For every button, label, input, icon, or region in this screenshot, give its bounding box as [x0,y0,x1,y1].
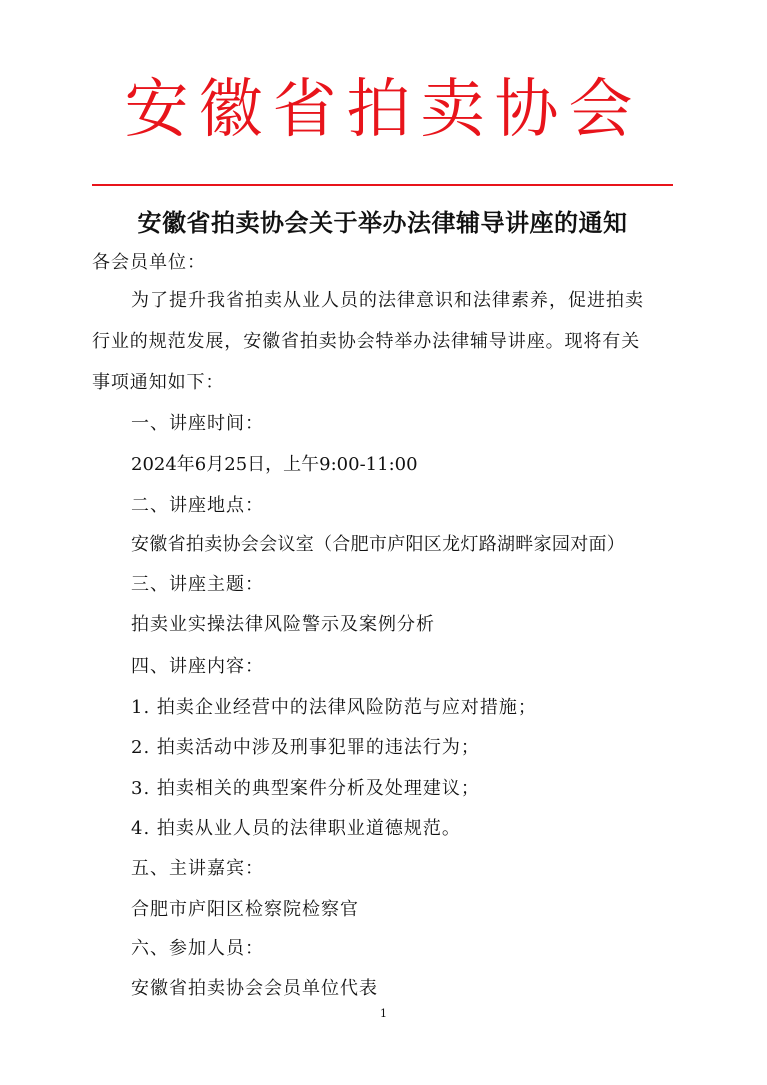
page-number: 1 [380,1007,387,1020]
topic-value: 拍卖业实操法律风险警示及案例分析 [131,614,435,635]
notice-title: 安徽省拍卖协会关于举办法律辅导讲座的通知 [137,208,628,237]
topic-heading: 三、讲座主题： [131,574,264,595]
speaker-value: 合肥市庐阳区检察院检察官 [131,899,359,920]
time-heading: 一、讲座时间： [131,413,264,434]
time-value: 2024年6月25日，上午9:00-11:00 [131,454,418,475]
content-item-3: 3. 拍卖相关的典型案件分析及处理建议； [131,778,480,799]
content-item-1: 1. 拍卖企业经营中的法律风险防范与应对措施； [131,697,537,718]
attendees-heading: 六、参加人员： [131,938,264,959]
org-letterhead: 安徽省拍卖协会 [124,73,643,147]
intro-line-2: 行业的规范发展，安徽省拍卖协会特举办法律辅导讲座。现将有关 [92,331,641,352]
content-heading: 四、讲座内容： [131,656,264,677]
salutation: 各会员单位： [92,252,206,273]
intro-line-3: 事项通知如下： [92,372,225,393]
letterhead-divider [92,184,673,186]
content-item-2: 2. 拍卖活动中涉及刑事犯罪的违法行为； [131,737,480,758]
location-value: 安徽省拍卖协会会议室（合肥市庐阳区龙灯路湖畔家园对面） [131,534,626,555]
content-item-4: 4. 拍卖从业人员的法律职业道德规范。 [131,818,461,839]
speaker-heading: 五、主讲嘉宾： [131,858,264,879]
location-heading: 二、讲座地点： [131,495,264,516]
attendees-value: 安徽省拍卖协会会员单位代表 [131,978,378,999]
intro-line-1: 为了提升我省拍卖从业人员的法律意识和法律素养，促进拍卖 [131,290,644,311]
